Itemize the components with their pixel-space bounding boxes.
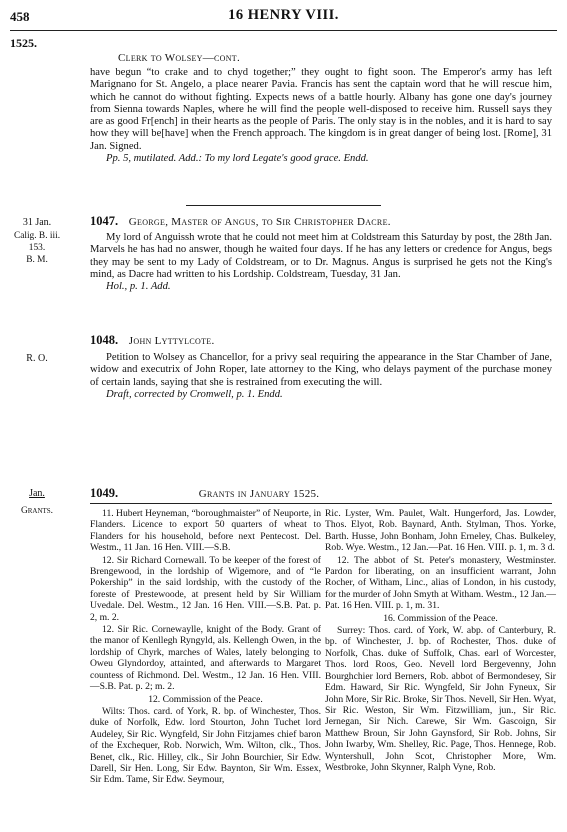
entry-1048-body — [90, 352, 552, 401]
entry-number: 1047. — [90, 214, 119, 228]
grant-item: 12. Commission of the Peace. — [148, 693, 263, 705]
grants-left-column — [90, 508, 321, 787]
entry-title: George, Master of Angus, to Sir Christopher Dacre. — [128, 216, 391, 228]
header-rule — [10, 30, 557, 31]
grants-right-column — [325, 508, 556, 774]
entry-1048-ref: R. O. — [26, 353, 48, 364]
entry-footer: Pp. 5, mutilated. Add.: To my lord Legate's good grace. Endd. — [106, 153, 369, 165]
grant-item: Ric. Lyster, Wm. Paulet, Walt. Hungerford, Jas. Lowder, Thos. Elyot, Rob. Baynard, Anth. Stylman, Thos. Yorke, Barth. Husse, John Bonham, John Erneley, Chas. Bulkeley, Rob. Wye. Westm., 12 Jan.—Pat. 16 Hen. VIII. p. 1, m. 3 d. — [325, 508, 556, 554]
entry-title: Clerk to Wolsey—cont. — [118, 52, 241, 64]
grant-item: Wilts: Thos. card. of York, R. bp. of Winchester, Thos. duke of Norfolk, Edw. lord Stourton, John Tuchet lord Audeley, Sir Ric. Wyngfeld, Sir John Fitzjames chief baron of the Exchequer, Rob. Norwich, Wm. Wilton, clk., Thos. Benet, clk., Ric. Hilley, clk., Sir John Bourchier, Sir Edw. Darell, Sir Hen. Long, Sir Edw. Baynton, Sir Wm. Essex, Sir Edm. Tame, Sir Edw. Seymour, — [90, 705, 321, 786]
grant-item: 11. Hubert Heyneman, “boroughmaister” of Neuporte, in Flanders. Licence to export 50 quarters of wheat to Flanders for his household, before next Pentecost. Del. Westm., 11 Jan. 16 Hen. VIII.—S.B. — [90, 508, 321, 554]
running-title: 16 HENRY VIII. — [228, 7, 339, 23]
entry-text: Petition to Wolsey as Chancellor, for a privy seal requiring the appearance in the Star Chamber of Jane, widow and executrix of John Roper, late attorney to the King, who delays payment of the purchase money of certain lands, saying that she is restrained from executing the will. — [90, 352, 552, 388]
entry-footer: Hol., p. 1. Add. — [106, 281, 171, 293]
entry-clerk-heading — [90, 52, 552, 64]
entry-1048-heading — [90, 334, 552, 348]
grant-item: Surrey: Thos. card. of York, W. abp. of Canterbury, R. bp. of Winchester, J. bp. of Rochester, Thos. duke of Norfolk, Chas. duke of Suffolk, Chas. earl of Worcester, Thos. lord Roos, Geo. Nevell lord Bergevenny, John Bourghchier lord Berners, Rob. abbot of Bermondesey, Sir Edm. Haward, Sir Ric. Wyngfeld, Sir John Fyneux, Sir John More, Sir Ric. Broke, Sir Thos. Nevell, Sir Hen. Wyat, Sir Ric. Weston, Sir Wm. Fitzwilliam, jun., Sir Ric. Jernegan, Sir Nich. Carewe, Sir Wm. Gascoign, Sir Matthew Broun, Sir John Gaynsford, Sir Rob. Johns, Sir John Iwarby, Wm. Shelley, Ric. Page, Thos. Hennege, Rob. Wyntershull, John Scot, Christopher More, Wm. Westbroke, John Skynner, Ralph Vyne, Rob. — [325, 625, 556, 773]
separator — [186, 205, 381, 206]
entry-clerk-body — [90, 67, 552, 165]
year-heading: 1525. — [10, 36, 37, 50]
entry-title: Grants in January 1525. — [198, 488, 320, 500]
entry-1047-date: 31 Jan. — [22, 217, 52, 228]
entry-1047-ref-3: B. M. — [26, 255, 48, 265]
entry-1049-date: Jan. — [29, 488, 45, 499]
entry-text: My lord of Anguissh wrote that he could not meet him at Coldstream this Saturday by post, the 28th Jan. Marvels he has had no answer, though he waited four days. If he has any letters or credence for Angus, begs they may be sent to my Lady of Coldstream, or to Dr. Magnus. Angus is surprised he gets not the King's mind, as Dacre had written to his Lordship. Coldstream, Tuesday, 31 Jan. — [90, 232, 552, 280]
grant-item: 12. The abbot of St. Peter's monastery, Westminster. Pardon for liberating, on an insufficient warrant, John Rocher, of Witham, Linc., alias of London, in his custody, for the murder of John Smyth at Witham. Westm., 12 Jan.—Pat. 16 Hen. VIII. p. 1, m. 31. — [325, 554, 556, 612]
entry-1047-ref-2: 153. — [28, 243, 46, 253]
entry-1049-label: Grants. — [20, 506, 54, 516]
grant-item: 12. Sir Ric. Cornewaylle, knight of the Body. Grant of the manor of Kenllegh Ryngyld, als. Kellengh Owen, in the lordship of Chyrk, marches of Wales, lately belonging to Oweu Glyndordoy, attainted, and afterwards to Margaret countess of Richmond. Del. Westm., 12 Jan. 16 Hen. VIII.—S.B. Pat. p. 2; m. 2. — [90, 624, 321, 693]
entry-number: 1049. — [90, 486, 119, 500]
entry-text: have begun “to crake and to chyd together;” they ought to fight soon. The Emperor's army has left Marignano for St. Angelo, a place nearer Pavia. Francis has sent the captain word that he will rescue him, which he cannot do without fighting. Expects news of a battle hourly. Albany has gone one day's journey from Sienna towards Naples, where he will find the people well-disposed to receive him. Russell says they are as good Fr[ench] in their hearts as the people of Paris. The only stay is in the nobles, and it is hard to say how they will be[have] when the French approach. The kingdom is in great danger of being lost. [Rome], 31 Jan. Signed. — [90, 67, 552, 152]
entry-footer: Draft, corrected by Cromwell, p. 1. Endd. — [106, 388, 283, 400]
grants-rule — [90, 503, 552, 504]
entry-1047-body — [90, 232, 552, 293]
page-header — [10, 7, 557, 27]
grant-item: 16. Commission of the Peace. — [383, 612, 498, 624]
entry-1047-ref-1: Calig. B. iii. — [13, 231, 61, 241]
page-number: 458 — [10, 9, 30, 24]
entry-1049-heading — [90, 487, 552, 501]
grant-item: 12. Sir Richard Cornewall. To be keeper of the forest of Brengewood, in the lordship of Wigemore, and of “le Pokership” in the said lordship, with the custody of the foreste of Prestewoode, at present held by Sir William Uvedale. Del. Westm., 12 Jan. 16 Hen. VIII.—S.B. Pat. p. 2, m. 2. — [90, 554, 321, 623]
entry-number: 1048. — [90, 333, 119, 347]
entry-1047-heading — [90, 215, 552, 229]
entry-title: John Lyttylcote. — [128, 335, 215, 347]
